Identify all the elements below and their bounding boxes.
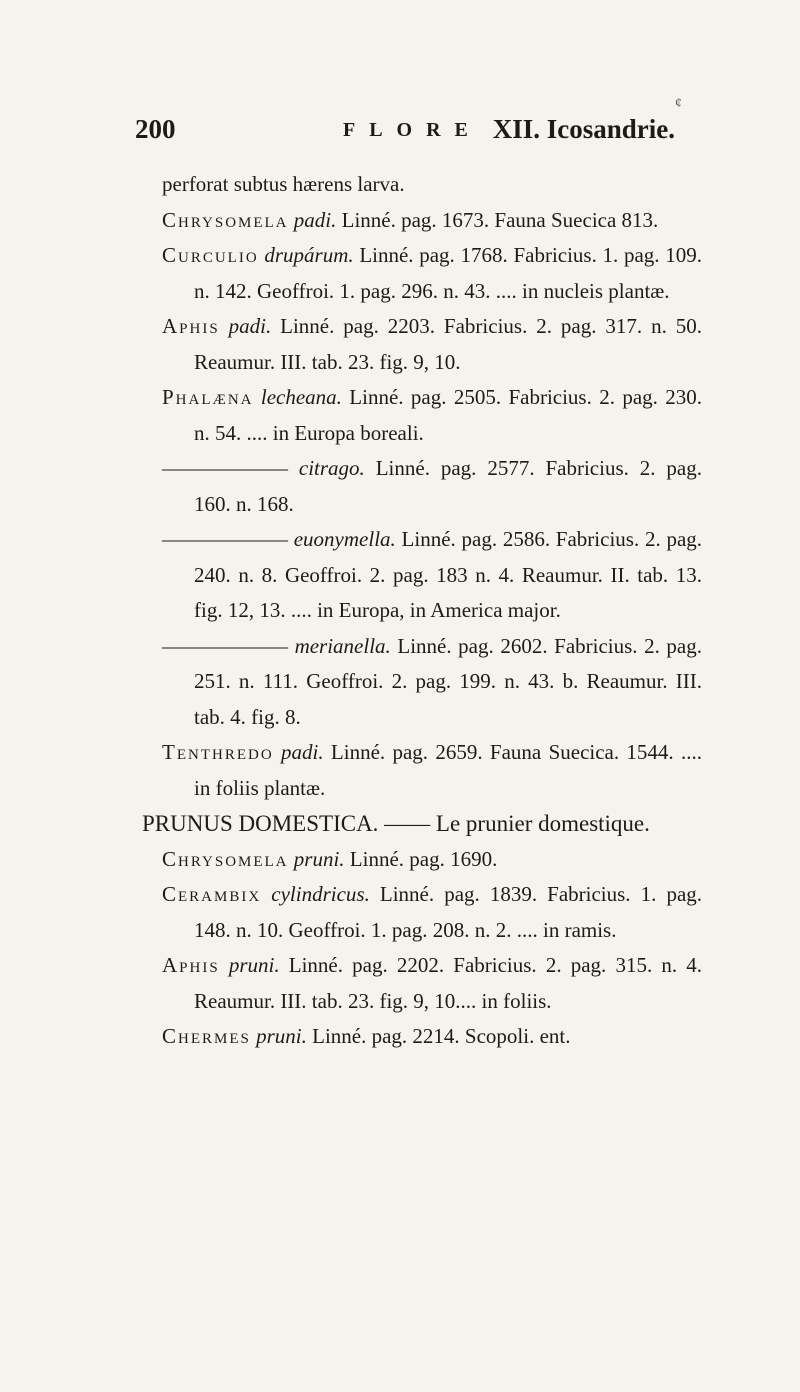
citation-text: Linné. pag. 2203. Fabricius. 2. pag. 317. n. 50. Reaumur. III. tab. 23. fig. 9, 10. (194, 314, 703, 374)
genus-name: Tenthredo (162, 740, 274, 764)
body-text (142, 167, 703, 1055)
species-name: pruni. (250, 1024, 307, 1048)
genus-name: Curculio (162, 243, 259, 267)
citation-text: Linné. pag. 2577. Fabricius. 2. pag. 160. n. 168. (194, 456, 702, 516)
bibliography-entry (162, 309, 702, 380)
genus-name: Phalæna (162, 385, 254, 409)
running-title: FLORE (343, 119, 482, 141)
genus-name: Cerambix (162, 882, 262, 906)
species-name: merianella. (288, 633, 391, 658)
citation-text: Linné. pag. 2202. Fabricius. 2. pag. 315. n. 4. Reaumur. III. tab. 23. fig. 9, 10.... in foliis. (194, 953, 703, 1013)
bibliography-entry (162, 451, 702, 522)
genus-name: —————— (162, 456, 288, 480)
genus-name: Chrysomela (162, 846, 289, 871)
bibliography-entry (162, 380, 702, 451)
citation-text: Linné. pag. 1673. Fauna Suecica 813. (336, 207, 659, 232)
bibliography-entry (162, 948, 702, 1019)
species-name: euonymella. (288, 527, 396, 551)
citation-text: Linné. pag. 2659. Fauna Suecica. 1544. .... in foliis plantæ. (194, 740, 703, 800)
running-head (135, 114, 675, 148)
species-name: lecheana. (253, 385, 342, 409)
citation-text: Linné. pag. 2586. Fabricius. 2. pag. 240. n. 8. Geoffroi. 2. pag. 183 n. 4. Reaumur. II. tab. 13. fig. 12, 13. .... in Europa, in America major. (194, 527, 703, 622)
species-name: cylindricus. (261, 882, 370, 906)
species-name: padi. (273, 740, 324, 764)
citation-text: Linné. pag. 2505. Fabricius. 2. pag. 230. n. 54. .... in Europa boreali. (194, 385, 703, 445)
bibliography-entry (162, 203, 702, 239)
species-name: citrago. (288, 456, 365, 480)
citation-text: Linné. pag. 2214. Scopoli. ent. (306, 1024, 571, 1048)
species-name: pruni. (288, 846, 345, 871)
bibliography-entry (162, 735, 702, 806)
species-name: drupárum. (258, 243, 354, 267)
species-name: padi. (288, 207, 337, 232)
printer-mark: ¢ (675, 96, 682, 111)
genus-name: —————— (162, 633, 288, 658)
bibliography-entry (162, 629, 702, 736)
opening-line: perforat subtus hærens larva. (162, 172, 405, 196)
species-name: padi. (219, 314, 272, 338)
genus-name: —————— (162, 527, 288, 551)
citation-text: Linné. pag. 1768. Fabricius. 1. pag. 109. n. 142. Geoffroi. 1. pag. 296. n. 43. .... in nucleis plantæ. (194, 243, 702, 303)
genus-name: Chermes (162, 1024, 251, 1048)
genus-name: Aphis (162, 953, 220, 977)
species-name: pruni. (219, 953, 280, 977)
citation-text: Linné. pag. 2602. Fabricius. 2. pag. 251. n. 111. Geoffroi. 2. pag. 199. n. 43. b. Reaumur. III. tab. 4. fig. 8. (194, 633, 703, 729)
section-head: XII. Icosandrie. (492, 114, 675, 144)
citation-text: Linné. pag. 1839. Fabricius. 1. pag. 148. n. 10. Geoffroi. 1. pag. 208. n. 2. .... in ramis. (194, 882, 703, 942)
bibliography-entry (162, 877, 702, 948)
bibliography-entry (162, 238, 702, 309)
genus-name: Chrysomela (162, 207, 289, 232)
entry-list-padus (162, 203, 702, 807)
entry-list-prunus (162, 842, 702, 1055)
plant-heading: PRUNUS DOMESTICA. —— Le prunier domestique. (142, 811, 650, 836)
page-number: 200 (135, 114, 176, 144)
bibliography-entry (162, 522, 702, 629)
genus-name: Aphis (162, 314, 220, 338)
bibliography-entry (162, 842, 702, 878)
bibliography-entry (162, 1019, 702, 1055)
citation-text: Linné. pag. 1690. (344, 846, 498, 871)
